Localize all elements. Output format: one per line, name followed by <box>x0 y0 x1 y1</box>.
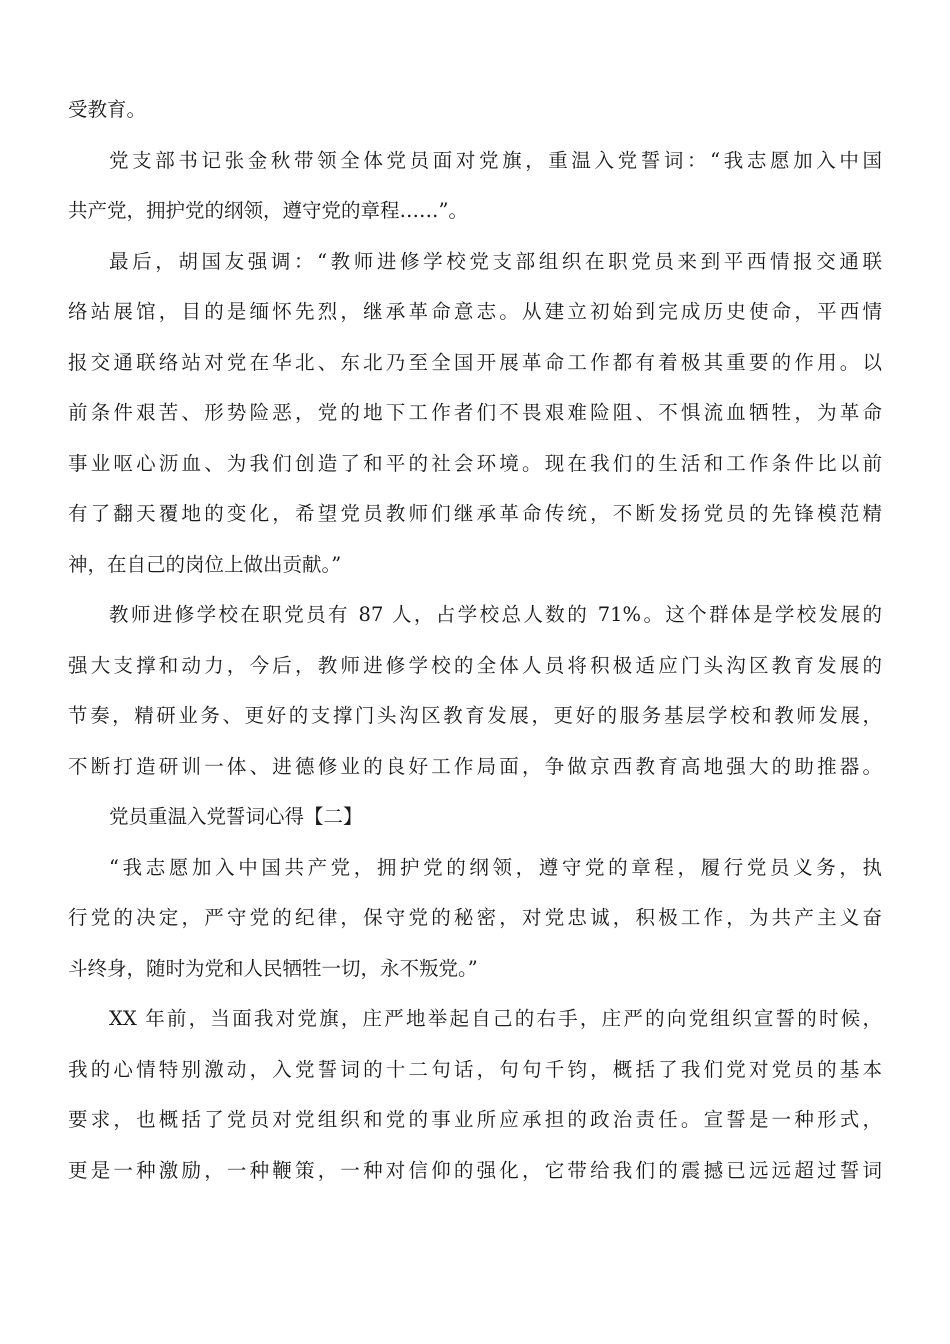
text-line: 事业呕心沥血、为我们创造了和平的社会环境。现在我们的生活和工作条件比以前 <box>68 451 882 475</box>
paragraph <box>68 997 882 1199</box>
paragraph <box>68 795 882 846</box>
text-line: 前条件艰苦、形势险恶，党的地下工作者们不畏艰难险阻、不惧流血牺牲，为革命 <box>68 401 882 424</box>
text-line: 党支部书记张金秋带领全体党员面对党旗，重温入党誓词：“我志愿加入中国 <box>109 148 882 172</box>
text-line: 我的心情特别激动，入党誓词的十二句话，句句千钧，概括了我们党对党员的基本 <box>68 1057 882 1081</box>
paragraph <box>68 846 882 998</box>
text-line: 有了翻天覆地的变化，希望党员教师们继承革命传统，不断发扬党员的先锋模范精 <box>68 502 882 525</box>
text-line: 共产党，拥护党的纲领，遵守党的章程……”。 <box>68 199 468 222</box>
text-line: 要求，也概括了党员对党组织和党的事业所应承担的政治责任。宣誓是一种形式， <box>68 1108 882 1131</box>
text-line: 不断打造研训一体、进德修业的良好工作局面，争做京西教育高地强大的助推器。 <box>68 754 882 778</box>
text-line: 受教育。 <box>68 98 147 121</box>
text-line: “我志愿加入中国共产党，拥护党的纲领，遵守党的章程，履行党员义务，执 <box>109 855 882 879</box>
text-line: 教师进修学校在职党员有 87 人，占学校总人数的 71%。这个群体是学校发展的 <box>109 603 882 626</box>
text-line: XX 年前，当面我对党旗，庄严地举起自己的右手，庄严的向党组织宣誓的时候， <box>109 1007 882 1030</box>
text-line: 神，在自己的岗位上做出贡献。” <box>68 552 342 576</box>
paragraph <box>68 240 882 594</box>
text-line: 络站展馆，目的是缅怀先烈，继承革命意志。从建立初始到完成历史使命，平西情 <box>68 300 882 323</box>
text-line: 节奏，精研业务、更好的支撑门头沟区教育发展，更好的服务基层学校和教师发展， <box>68 704 882 727</box>
text-line: 报交通联络站对党在华北、东北乃至全国开展革命工作都有着极其重要的作用。以 <box>68 350 882 374</box>
section-heading: 党员重温入党誓词心得【二】 <box>109 805 363 828</box>
text-line: 强大支撑和动力，今后，教师进修学校的全体人员将积极适应门头沟区教育发展的 <box>68 653 882 677</box>
paragraph <box>68 139 882 240</box>
text-line: 斗终身，随时为党和人民牺牲一切，永不叛党。” <box>68 956 478 980</box>
text-line: 行党的决定，严守党的纪律，保守党的秘密，对党忠诚，积极工作，为共产主义奋 <box>68 906 882 929</box>
text-line: 最后，胡国友强调：“教师进修学校党支部组织在职党员来到平西情报交通联 <box>109 249 882 273</box>
paragraph <box>68 88 882 139</box>
paragraph <box>68 593 882 795</box>
document-page <box>68 88 882 1199</box>
text-line: 更是一种激励，一种鞭策，一种对信仰的强化，它带给我们的震撼已远远超过誓词 <box>68 1158 882 1182</box>
